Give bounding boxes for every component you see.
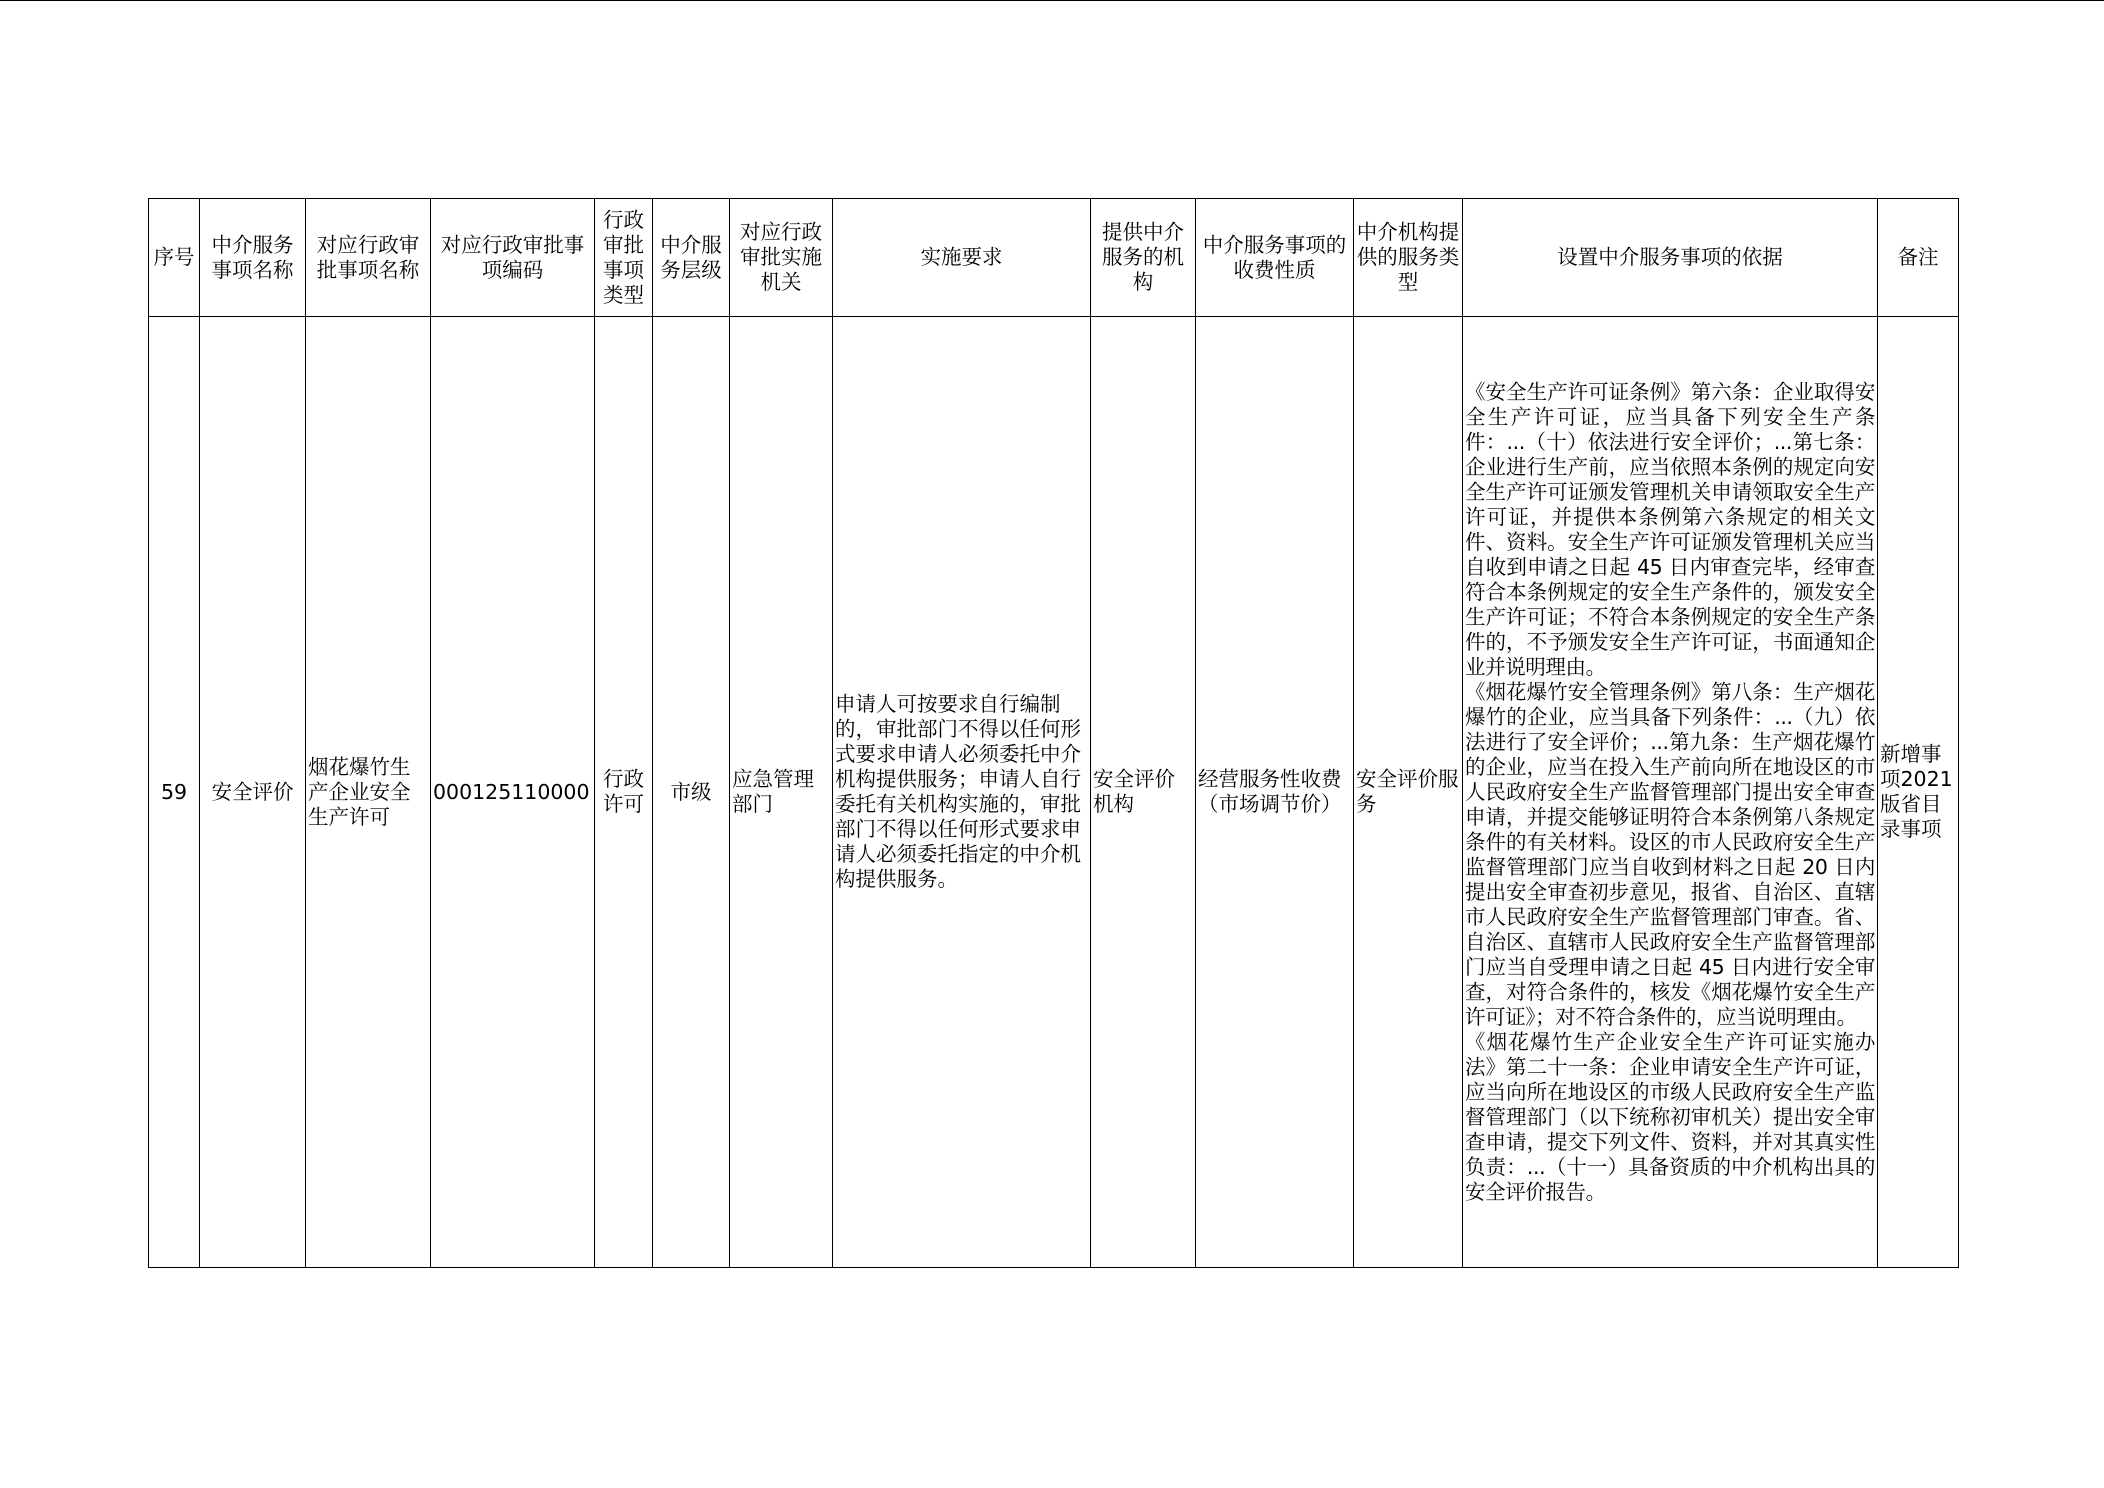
cell-fee-nature: 经营服务性收费（市场调节价） [1196,317,1354,1268]
header-fee-nature: 中介服务事项的收费性质 [1196,199,1354,317]
table-row [149,317,1959,1268]
header-requirements: 实施要求 [833,199,1091,317]
table-header-row [149,199,1959,317]
header-approval-code: 对应行政审批事项编码 [431,199,595,317]
basis-paragraph: 《烟花爆竹安全管理条例》第八条：生产烟花爆竹的企业，应当具备下列条件：...（九）依法进行了安全评价；...第九条：生产烟花爆竹的企业，应当在投入生产前向所在地设区的市人民政府安全生产监督管理部门提出安全审查申请，并提交能够证明符合本条例第八条规定条件的有关材料。设区的市人民政府安全生产监督管理部门应当自收到材料之日起 20 日内提出安全审查初步意见，报省、自治区、直辖市人民政府安全生产监督管理部门审查。省、自治区、直辖市人民政府安全生产监督管理部门应当自受理申请之日起 45 日内进行安全审查，对符合条件的，核发《烟花爆竹安全生产许可证》；对不符合条件的，应当说明理由。 [1465,679,1875,1029]
cell-approval-code: 000125110000 [431,317,595,1268]
cell-requirements: 申请人可按要求自行编制的，审批部门不得以任何形式要求申请人必须委托中介机构提供服务；申请人自行委托有关机构实施的，审批部门不得以任何形式要求申请人必须委托指定的中介机构提供服务。 [833,317,1091,1268]
cell-service-name: 安全评价 [200,317,306,1268]
intermediary-service-table [148,198,1959,1268]
basis-paragraph: 《安全生产许可证条例》第六条：企业取得安全生产许可证，应当具备下列安全生产条件：...（十）依法进行安全评价；...第七条：企业进行生产前，应当依照本条例的规定向安全生产许可证颁发管理机关申请领取安全生产许可证，并提供本条例第六条规定的相关文件、资料。安全生产许可证颁发管理机关应当自收到申请之日起 45 日内审查完毕，经审查符合本条例规定的安全生产条件的，颁发安全生产许可证；不符合本条例规定的安全生产条件的，不予颁发安全生产许可证，书面通知企业并说明理由。 [1465,379,1875,679]
header-service-level: 中介服务层级 [653,199,730,317]
header-service-type: 中介机构提供的服务类型 [1354,199,1463,317]
basis-paragraph: 《烟花爆竹生产企业安全生产许可证实施办法》第二十一条：企业申请安全生产许可证，应当向所在地设区的市级人民政府安全生产监督管理部门（以下统称初审机关）提出安全审查申请，提交下列文件、资料，并对其真实性负责：...（十一）具备资质的中介机构出具的安全评价报告。 [1465,1029,1875,1204]
header-provider: 提供中介服务的机构 [1091,199,1196,317]
page-top-border [0,0,2104,1]
cell-service-type: 安全评价服务 [1354,317,1463,1268]
cell-remarks: 新增事项2021版省目录事项 [1878,317,1959,1268]
header-seq: 序号 [149,199,200,317]
header-service-name: 中介服务事项名称 [200,199,306,317]
header-approval-type: 行政审批事项类型 [595,199,653,317]
cell-seq: 59 [149,317,200,1268]
cell-provider: 安全评价机构 [1091,317,1196,1268]
cell-approval-name: 烟花爆竹生产企业安全生产许可 [306,317,431,1268]
header-agency: 对应行政审批实施机关 [730,199,833,317]
header-basis: 设置中介服务事项的依据 [1463,199,1878,317]
cell-approval-type: 行政许可 [595,317,653,1268]
header-remarks: 备注 [1878,199,1959,317]
cell-agency: 应急管理部门 [730,317,833,1268]
header-approval-name: 对应行政审批事项名称 [306,199,431,317]
cell-basis [1463,317,1878,1268]
cell-service-level: 市级 [653,317,730,1268]
